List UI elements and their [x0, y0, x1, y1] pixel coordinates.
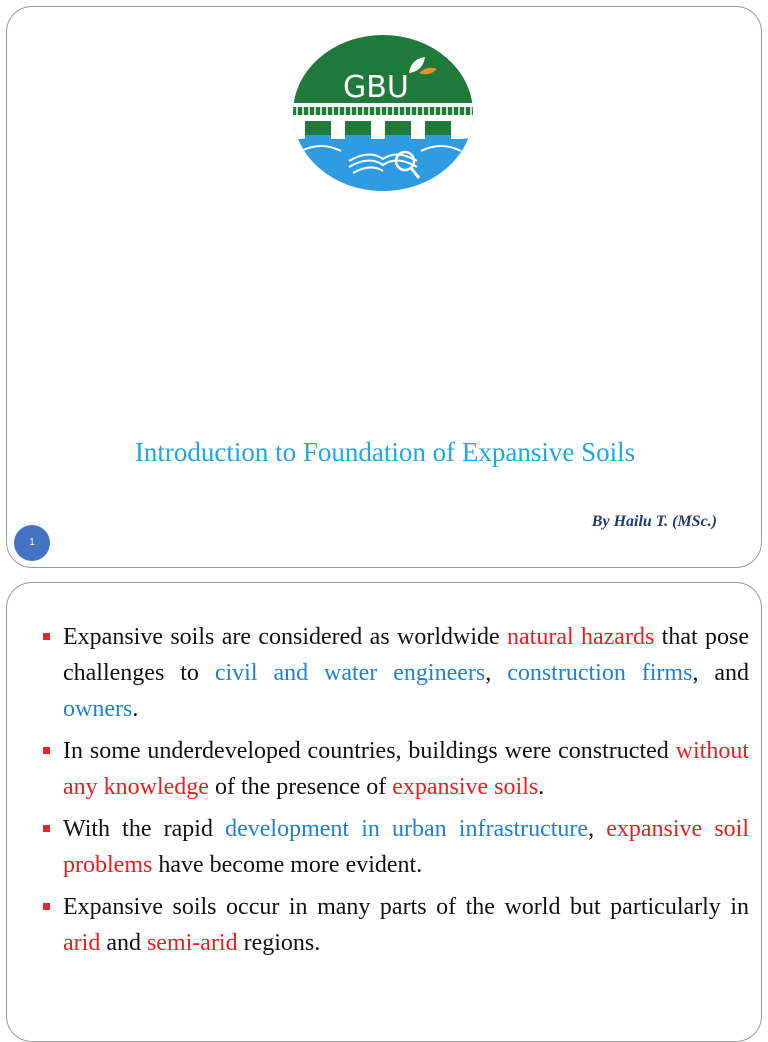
bullet-text-segment: expansive soils [392, 774, 539, 800]
bullet-text-segment: regions. [237, 930, 321, 956]
bullet-text-segment: owners [63, 696, 133, 722]
logo-text: GBU [343, 70, 409, 105]
bullet-text-segment: Expansive soils occur in many parts of the world but particularly in [63, 894, 749, 920]
page-number-badge: 1 [14, 525, 50, 561]
bullet-text-segment: development in urban infrastructure [225, 816, 589, 842]
bullet-text-segment: . [538, 774, 545, 800]
bullet-text-segment: . [132, 696, 139, 722]
bullet-text-segment: have become more evident. [152, 852, 423, 878]
content-slide [6, 582, 762, 1042]
bullet-text-segment: that pose challenges to [63, 624, 749, 686]
bullet-text-segment: natural hazards [507, 624, 655, 650]
bullet-marker-icon [43, 903, 50, 910]
bullet-marker-icon [43, 747, 50, 754]
bullet-text-segment: and [100, 930, 147, 956]
bullet-text-segment: construction firms [507, 660, 693, 686]
bullet-marker-icon [43, 633, 50, 640]
presentation-title: Introduction to Foundation of Expansive Soils [134, 437, 636, 467]
bullet-item [41, 733, 749, 805]
bullet-text-segment: of the presence of [208, 774, 393, 800]
bullet-text-segment: without any knowledge [63, 738, 749, 800]
bullet-text-segment: semi-arid [146, 930, 238, 956]
bullet-text-segment: In some underdeveloped countries, buildings were constructed [63, 738, 676, 764]
bullet-item [41, 811, 749, 883]
gbu-logo [291, 33, 475, 193]
bullet-item [41, 619, 749, 727]
author-byline: By Hailu T. (MSc.) [591, 513, 717, 530]
bullet-item [41, 889, 749, 961]
bullet-marker-icon [43, 825, 50, 832]
bullet-text-segment: , [485, 660, 508, 686]
bullet-text-segment: With the rapid [63, 816, 226, 842]
bullet-list [41, 619, 749, 967]
bullet-text-segment: , [588, 816, 607, 842]
bullet-text-segment: arid [63, 930, 101, 956]
bullet-text-segment: civil and water engineers [214, 660, 486, 686]
bullet-text-segment: , and [692, 660, 750, 686]
title-slide [6, 6, 762, 568]
bullet-text-segment: Expansive soils are considered as worldwide [63, 624, 508, 650]
bullet-text-segment: expansive soil problems [63, 816, 750, 878]
